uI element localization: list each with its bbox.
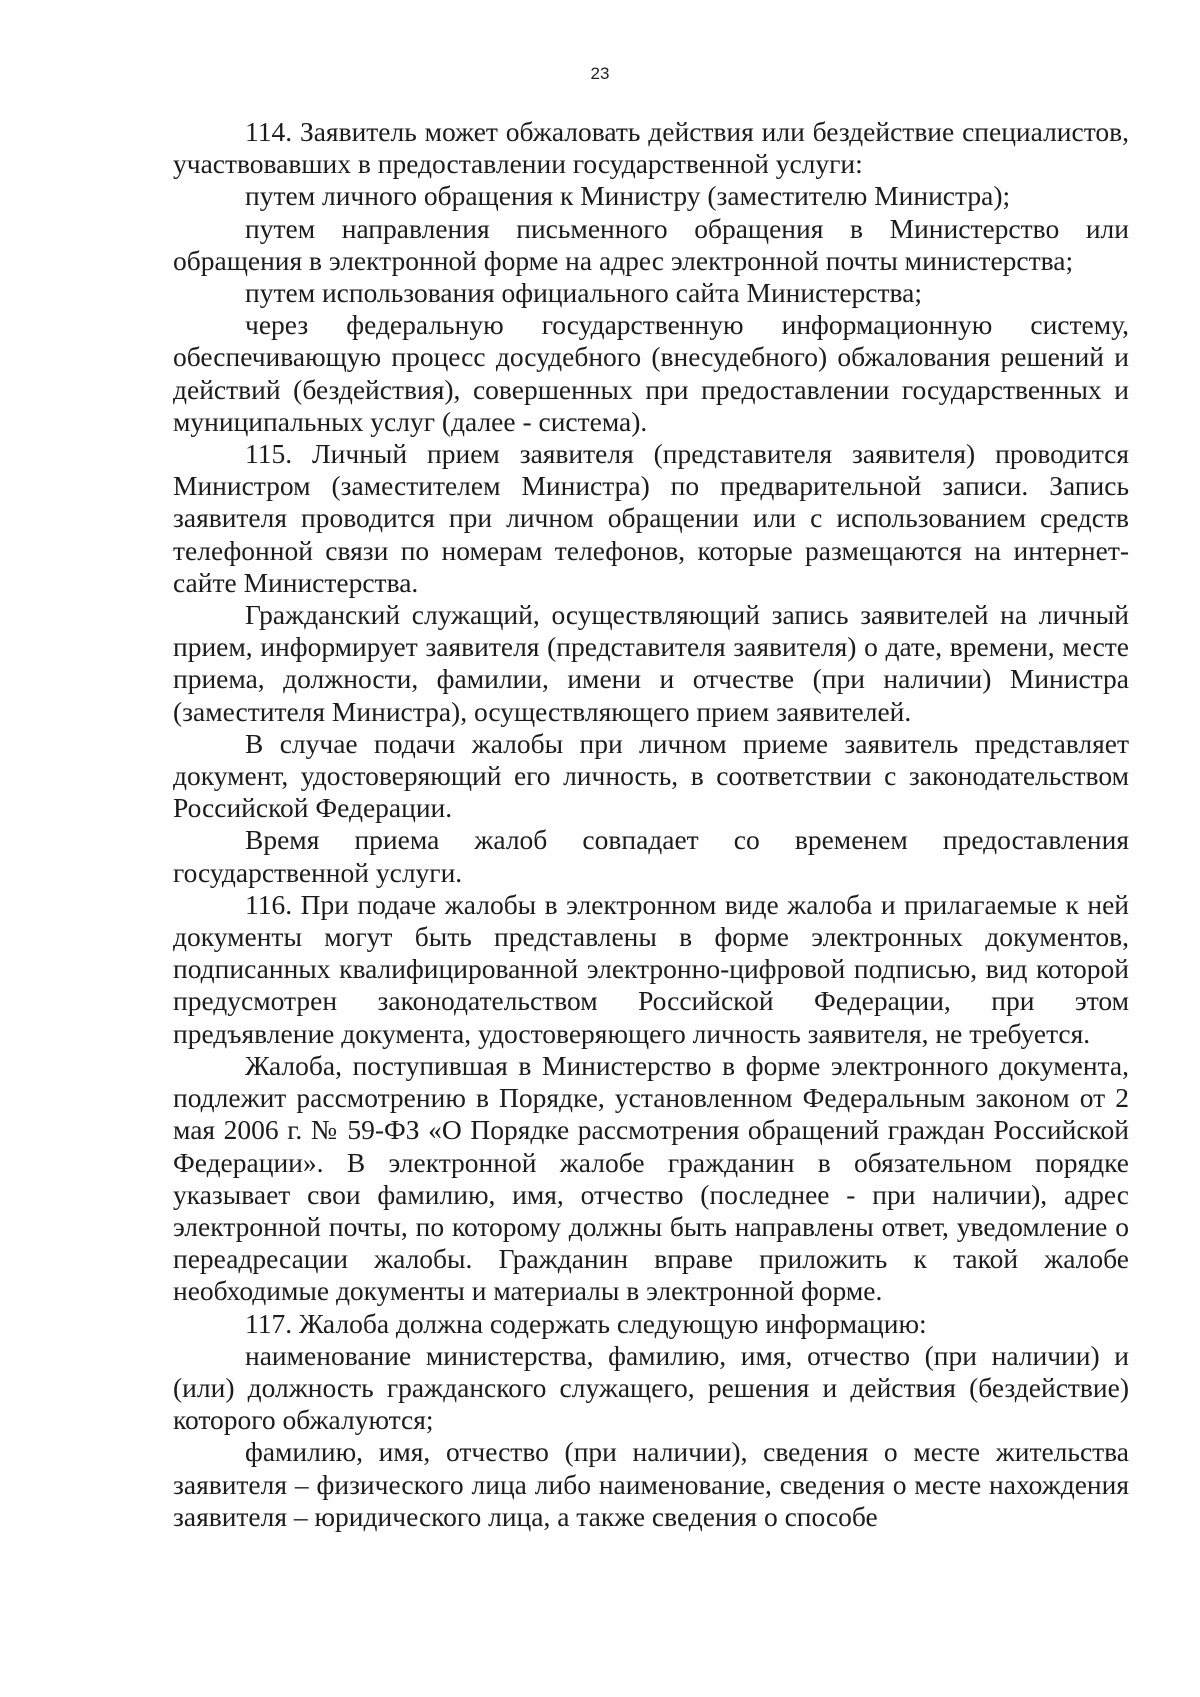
paragraph-116: 116. При подаче жалобы в электронном виде жалоба и прилагаемые к ней документы могут быть представлены в форме электронных документов, подписанных квалифицированной электронно-цифровой подписью, вид которой предусмотрен законодательством Российской Федерации, при этом предъявление документа, удостоверяющего личность заявителя, не требуется. [173,888,1129,1049]
paragraph-appeal-system: через федеральную государственную информационную систему, обеспечивающую процесс досудебного (внесудебного) обжалования решений и действий (бездействия), совершенных при предоставлении государственных и муниципальных услуг (далее - система). [173,309,1129,437]
paragraph-appeal-written: путем направления письменного обращения в Министерство или обращения в электронной форме на адрес электронной почты министерства; [173,212,1129,276]
paragraph-reception-time: Время приема жалоб совпадает со временем предоставления государственной услуги. [173,824,1129,888]
paragraph-appeal-website: путем использования официального сайта Министерства; [245,277,922,309]
paragraph-electronic-complaint: Жалоба, поступившая в Министерство в форме электронного документа, подлежит рассмотрению в Порядке, установленном Федеральным законом от 2 мая 2006 г. № 59-ФЗ «О Порядке рассмотрения обращений граждан Российской Федерации». В электронной жалобе гражданин в обязательном порядке указывает свои фамилию, имя, отчество (последнее - при наличии), адрес электронной почты, по которому должны быть направлены ответ, уведомление о переадресации жалобы. Гражданин вправе приложить к такой жалобе необходимые документы и материалы в электронной форме. [173,1049,1129,1307]
paragraph-identity-document: В случае подачи жалобы при личном приеме заявитель представляет документ, удостоверяющий его личность, в соответствии с законодательством Российской Федерации. [173,727,1129,824]
paragraph-appeal-personal: путем личного обращения к Министру (заместителю Министра); [245,180,1011,212]
page-number: 23 [590,64,610,83]
paragraph-civil-servant: Гражданский служащий, осуществляющий запись заявителей на личный прием, информирует заявителя (представителя заявителя) о дате, времени, месте приема, должности, фамилии, имени и отчестве (при наличии) Министра (заместителя Министра), осуществляющего прием заявителей. [173,599,1129,727]
paragraph-115: 115. Личный прием заявителя (представителя заявителя) проводится Министром (заместителем Министра) по предварительной записи. Запись заявителя проводится при личном обращении или с использованием средств телефонной связи по номерам телефонов, которые размещаются на интернет-сайте Министерства. [173,438,1129,598]
paragraph-114: 114. Заявитель может обжаловать действия или бездействие специалистов, участвовавших в предоставлении государственной услуги: [173,116,1129,180]
paragraph-ministry-name: наименование министерства, фамилию, имя, отчество (при наличии) и (или) должность гражданского служащего, решения и действия (бездействие) которого обжалуются; [173,1339,1129,1436]
paragraph-applicant-info: фамилию, имя, отчество (при наличии), сведения о месте жительства заявителя – физического лица либо наименование, сведения о месте нахождения заявителя – юридического лица, а также сведения о способе [173,1436,1129,1532]
document-body [173,116,1129,1533]
paragraph-117: 117. Жалоба должна содержать следующую информацию: [245,1307,927,1339]
